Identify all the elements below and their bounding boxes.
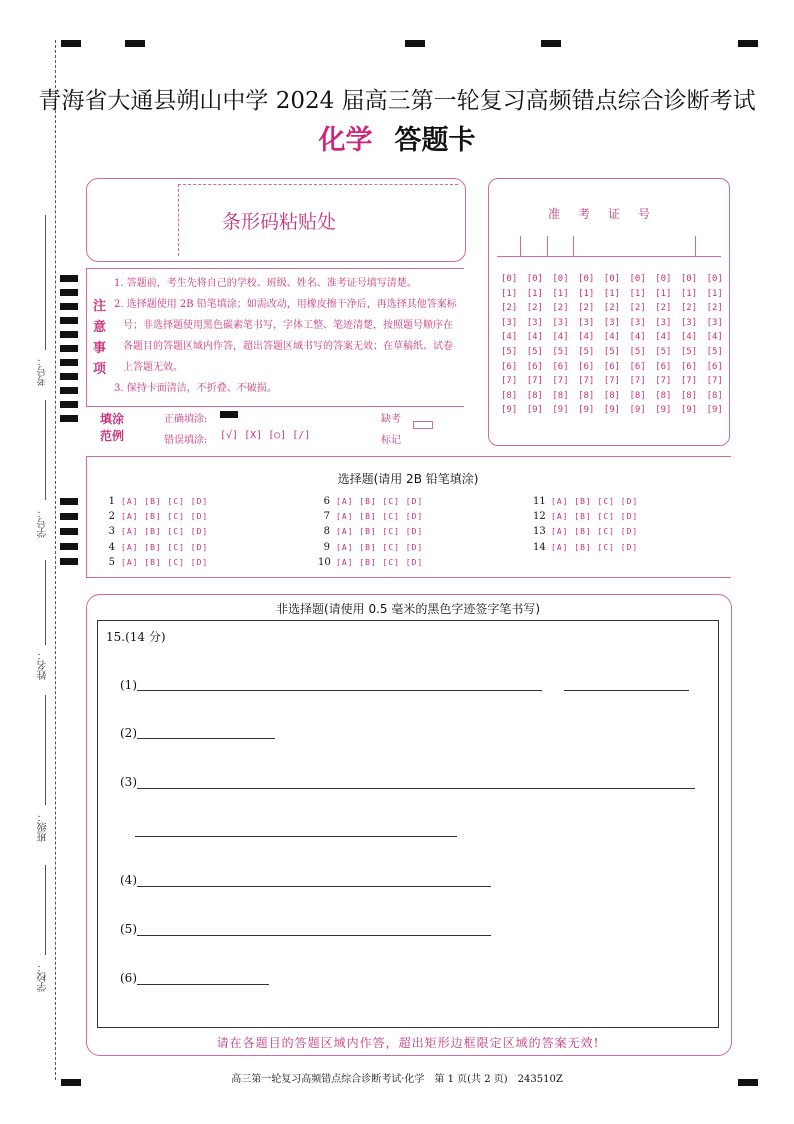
admission-digit-column [552, 272, 568, 418]
answer-line[interactable] [137, 788, 695, 789]
notice-heading-char: 注 [93, 299, 107, 314]
admission-digit-bubble[interactable]: [1] [629, 288, 646, 299]
answer-bubbles[interactable]: [A] [B] [C] [D] [121, 542, 209, 552]
admission-digit-bubble[interactable]: [3] [552, 317, 569, 328]
answer-bubbles[interactable]: [A] [B] [C] [D] [121, 527, 209, 537]
choice-question-row [318, 511, 423, 522]
choice-question-row [533, 496, 638, 507]
admission-digit-column [681, 272, 697, 418]
admission-digit-bubble[interactable]: [1] [578, 288, 595, 299]
subject-name: 化学 [318, 125, 373, 156]
timing-mark [60, 373, 78, 380]
timing-mark [60, 401, 78, 408]
blank-label-3: (3) [120, 775, 137, 789]
admission-digit-bubble[interactable]: [4] [603, 332, 621, 343]
choice-question-row [103, 542, 208, 553]
admission-digit-column [501, 272, 517, 418]
answer-line[interactable] [135, 836, 457, 837]
admission-digit-bubble[interactable]: [2] [501, 303, 518, 314]
admission-digit-bubble[interactable]: [1] [501, 288, 518, 299]
admission-digit-bubble[interactable]: [6] [501, 361, 518, 372]
footer-warning: 请在各题目的答题区域内作答，超出矩形边框限定区域的答案无效! [216, 1036, 600, 1050]
admission-digit-bubble[interactable]: [9] [629, 405, 646, 416]
timing-mark [60, 289, 78, 296]
answer-line[interactable] [137, 935, 491, 936]
admission-digit-bubble[interactable]: [7] [526, 376, 543, 387]
question-number: 9 [323, 541, 330, 553]
timing-mark [61, 40, 81, 47]
correct-fill-sample [220, 411, 238, 418]
admission-digit-bubble[interactable]: [2] [603, 303, 621, 314]
timing-mark [60, 387, 78, 394]
question-number: 6 [323, 496, 330, 507]
admission-digit-bubble[interactable]: [5] [603, 346, 621, 357]
answer-bubbles[interactable]: [A] [B] [C] [D] [121, 557, 209, 567]
answer-bubbles[interactable]: [A] [B] [C] [D] [336, 557, 424, 567]
admission-digit-bubble[interactable]: [2] [655, 303, 672, 314]
admission-digit-column [707, 272, 723, 418]
side-line [45, 695, 46, 805]
timing-mark [60, 275, 78, 282]
admission-digit-bubble[interactable]: [3] [578, 317, 595, 328]
admission-digit-bubble[interactable]: [5] [501, 346, 518, 357]
admission-digit-bubble[interactable]: [3] [501, 317, 518, 328]
answer-box[interactable] [97, 620, 719, 1028]
admission-digit-bubble[interactable]: [8] [552, 390, 569, 401]
notice-heading-char: 意 [93, 320, 107, 335]
admission-write-cells [497, 236, 721, 257]
admission-digit-bubble[interactable]: [2] [629, 303, 646, 314]
admission-digit-bubble[interactable]: [2] [552, 303, 569, 314]
timing-mark [60, 543, 78, 550]
choice-question-row [533, 526, 638, 537]
timing-mark [60, 528, 78, 535]
admission-digit-column [527, 272, 543, 418]
choice-question-row [103, 526, 208, 537]
side-label-student-number: 学号： [38, 508, 49, 538]
card-label: 答题卡 [394, 125, 476, 156]
page-footer: 高三第一轮复习高频错点综合诊断考试·化学 第 1 页(共 2 页) 243510Z [231, 1074, 563, 1085]
answer-bubbles[interactable]: [A] [B] [C] [D] [336, 497, 424, 506]
admission-digit-bubble[interactable]: [1] [655, 288, 672, 299]
admission-digit-bubble[interactable]: [2] [578, 303, 595, 314]
answer-bubbles[interactable]: [A] [B] [C] [D] [336, 527, 424, 537]
side-line [45, 560, 46, 645]
wrong-fill-samples [220, 430, 310, 441]
notice-item: 上答题无效。 [123, 362, 183, 373]
timing-mark [60, 415, 78, 422]
admission-digit-bubble[interactable]: [0] [501, 274, 518, 284]
choice-title: 选择题(请用 2B 铅笔填涂) [337, 472, 479, 486]
admission-digit-bubble[interactable]: [5] [655, 346, 672, 357]
answer-bubbles[interactable]: [A] [B] [C] [D] [121, 512, 209, 522]
answer-bubbles[interactable]: [A] [B] [C] [D] [551, 497, 639, 506]
question-number: 3 [108, 526, 115, 538]
admission-digit-bubble[interactable]: [3] [706, 317, 723, 328]
notice-heading [93, 296, 106, 380]
answer-bubbles[interactable]: [A] [B] [C] [D] [121, 497, 209, 506]
timing-mark [60, 331, 78, 338]
choice-question-row [318, 542, 423, 553]
admission-digit-bubble[interactable]: [8] [655, 390, 672, 401]
choice-question-row [318, 496, 423, 507]
notice-item: 1. 答题前，考生先将自己的学校、班级、姓名、准考证号填写清楚。 [114, 278, 417, 289]
answer-line[interactable] [137, 886, 491, 887]
wrong-fill-label: 错误填涂: [164, 435, 208, 446]
question-number: 10 [318, 556, 331, 568]
admission-digit-bubble[interactable]: [6] [552, 361, 569, 372]
notice-divider [86, 406, 464, 407]
admission-digit-bubble[interactable]: [4] [629, 332, 646, 343]
admission-digit-bubble[interactable]: [6] [655, 361, 672, 372]
admission-digit-bubble[interactable]: [8] [578, 390, 595, 401]
admission-digit-bubble[interactable]: [4] [552, 332, 569, 343]
admission-digit-bubble[interactable]: [9] [552, 405, 569, 416]
blank-label-5: (5) [120, 922, 137, 936]
barcode-label: 条形码粘贴处 [222, 211, 337, 233]
admission-digit-bubble[interactable]: [0] [526, 274, 543, 284]
timing-mark [125, 40, 145, 47]
admission-digit-bubble[interactable]: [9] [706, 405, 723, 416]
timing-mark [60, 345, 78, 352]
admission-digit-bubble[interactable]: [7] [578, 376, 595, 387]
admission-digit-bubble[interactable]: [0] [603, 274, 621, 284]
fill-example-heading-1: 填涂 [100, 412, 125, 426]
admission-digit-bubble[interactable]: [6] [629, 361, 646, 372]
admission-digit-bubble[interactable]: [1] [526, 288, 543, 299]
admission-digit-bubble[interactable]: [0] [552, 274, 569, 284]
admission-digit-bubble[interactable]: [7] [603, 376, 621, 387]
answer-bubbles[interactable]: [A] [B] [C] [D] [551, 512, 639, 522]
admission-digit-bubble[interactable]: [1] [552, 288, 569, 299]
absent-label-1: 缺考 [381, 414, 401, 425]
question-number: 2 [108, 511, 115, 523]
answer-bubbles[interactable]: [A] [B] [C] [D] [336, 542, 424, 552]
question-number: 14 [533, 541, 546, 553]
timing-mark [541, 40, 561, 47]
fill-example-heading-2: 范例 [100, 429, 125, 443]
fill-example-heading [100, 411, 124, 445]
admission-digit-bubble[interactable]: [4] [680, 332, 698, 343]
blank-label-4: (4) [120, 873, 137, 887]
absent-checkbox[interactable] [413, 421, 433, 429]
admission-digit-column [578, 272, 594, 418]
admission-digit-bubble[interactable]: [3] [680, 317, 698, 328]
admission-digit-bubble[interactable]: [0] [680, 274, 698, 284]
notice-divider [86, 268, 464, 269]
admission-digit-bubble[interactable]: [7] [629, 376, 646, 387]
answer-bubbles[interactable]: [A] [B] [C] [D] [551, 527, 639, 537]
admission-digit-bubble[interactable]: [4] [501, 332, 518, 343]
blank-label-2: (2) [120, 726, 137, 740]
admission-digit-bubble[interactable]: [7] [680, 376, 698, 387]
admission-digit-bubble[interactable]: [5] [526, 346, 543, 357]
admission-digit-bubble[interactable]: [7] [706, 376, 723, 387]
admission-digit-bubble[interactable]: [2] [526, 303, 543, 314]
admission-digit-bubble[interactable]: [3] [655, 317, 672, 328]
choice-question-row [103, 496, 208, 507]
admission-digit-bubble[interactable]: [0] [629, 274, 646, 284]
choice-question-row [103, 557, 208, 568]
admission-digit-bubble[interactable]: [4] [578, 332, 595, 343]
admission-digit-bubble[interactable]: [7] [552, 376, 569, 387]
admission-digit-bubble[interactable]: [7] [501, 376, 518, 387]
side-label-name: 姓名： [38, 650, 49, 680]
admission-digit-bubble[interactable]: [7] [655, 376, 672, 387]
answer-bubbles[interactable]: [A] [B] [C] [D] [336, 512, 424, 522]
admission-digit-bubble[interactable]: [9] [526, 405, 543, 416]
wrong-mark: [/] [292, 430, 311, 441]
timing-mark [60, 558, 78, 565]
admission-digit-bubble[interactable]: [5] [629, 346, 646, 357]
choice-question-row [318, 557, 423, 568]
admission-digit-bubble[interactable]: [6] [526, 361, 543, 372]
barcode-top-line [178, 184, 458, 185]
wrong-mark: [○] [268, 430, 287, 441]
notice-item: 3. 保持卡面清洁，不折叠、不破损。 [114, 383, 277, 394]
admission-digit-bubble[interactable]: [6] [680, 361, 698, 372]
admission-digit-bubble[interactable]: [8] [629, 390, 646, 401]
nonchoice-title: 非选择题(请使用 0.5 毫米的黑色字迹签字笔书写) [275, 602, 541, 616]
admission-digit-bubble[interactable]: [6] [706, 361, 723, 372]
notice-text [114, 273, 464, 399]
answer-line[interactable] [137, 984, 269, 985]
answer-line[interactable] [137, 738, 275, 739]
notice-item: 各题目的答题区域内作答，超出答题区域书写的答案无效；在草稿纸、试卷 [123, 341, 453, 352]
admission-digit-bubble[interactable]: [9] [578, 405, 595, 416]
side-label-class: 班级： [38, 812, 49, 842]
subject-title [0, 118, 794, 157]
question-number: 8 [323, 526, 330, 538]
binding-line [55, 40, 56, 1080]
admission-digit-bubble[interactable]: [9] [680, 405, 698, 416]
wrong-mark: [X] [244, 430, 263, 441]
admission-digit-bubble[interactable]: [3] [603, 317, 621, 328]
admission-digit-bubble[interactable]: [5] [680, 346, 698, 357]
admission-digit-bubble[interactable]: [4] [655, 332, 672, 343]
question-number: 1 [108, 496, 115, 507]
answer-bubbles[interactable]: [A] [B] [C] [D] [551, 542, 639, 552]
side-label-school: 学校： [38, 962, 49, 992]
notice-heading-char: 事 [93, 341, 107, 356]
side-label-exam-number: 考号： [38, 356, 49, 386]
admission-digit-bubble[interactable]: [8] [501, 390, 518, 401]
choice-question-row [533, 542, 638, 553]
admission-digit-bubble[interactable]: [6] [578, 361, 595, 372]
choice-question-row [318, 526, 423, 537]
barcode-divider [178, 184, 179, 256]
admission-digit-bubble[interactable]: [6] [603, 361, 621, 372]
admission-digit-bubble[interactable]: [4] [526, 332, 543, 343]
admission-digit-bubble[interactable]: [5] [552, 346, 569, 357]
admission-digit-bubble[interactable]: [3] [526, 317, 543, 328]
choice-question-row [533, 511, 638, 522]
admission-digit-bubble[interactable]: [8] [603, 390, 621, 401]
timing-mark [60, 513, 78, 520]
admission-digit-column [655, 272, 671, 418]
timing-mark [60, 359, 78, 366]
side-line [45, 400, 46, 500]
notice-heading-char: 项 [93, 362, 107, 377]
admission-digit-bubble[interactable]: [3] [629, 317, 646, 328]
admission-digit-column [604, 272, 620, 418]
answer-line[interactable] [564, 690, 689, 691]
admission-digit-bubble[interactable]: [5] [578, 346, 595, 357]
question-number: 12 [533, 511, 546, 523]
admission-digit-column [630, 272, 646, 418]
admission-number-title: 准考证号 [547, 207, 668, 221]
blank-label-6: (6) [120, 971, 137, 985]
admission-digit-bubble[interactable]: [9] [603, 405, 621, 416]
question-number: 11 [533, 496, 546, 507]
timing-mark [60, 317, 78, 324]
choice-question-row [103, 511, 208, 522]
admission-digit-bubble[interactable]: [9] [655, 405, 672, 416]
admission-digit-bubble[interactable]: [2] [680, 303, 698, 314]
admission-digit-bubble[interactable]: [0] [706, 274, 723, 284]
side-line [45, 215, 46, 350]
question-heading: 15.(14 分) [106, 630, 166, 644]
side-line [45, 865, 46, 955]
admission-digit-bubble[interactable]: [2] [706, 303, 723, 314]
admission-digit-bubble[interactable]: [4] [706, 332, 723, 343]
absent-label-2: 标记 [381, 435, 401, 446]
page-title: 青海省大通县朔山中学 2024 届高三第一轮复习高频错点综合诊断考试 [38, 88, 756, 114]
timing-mark [60, 303, 78, 310]
admission-digit-bubble[interactable]: [0] [578, 274, 595, 284]
admission-digit-bubble[interactable]: [5] [706, 346, 723, 357]
admission-digit-bubble[interactable]: [1] [706, 288, 723, 299]
timing-mark [405, 40, 425, 47]
blank-label-1: (1) [120, 678, 137, 692]
admission-digit-bubble[interactable]: [8] [526, 390, 543, 401]
admission-digit-bubble[interactable]: [1] [680, 288, 698, 299]
question-number: 5 [108, 556, 115, 568]
question-number: 7 [323, 511, 330, 523]
notice-item: 号；非选择题使用黑色碳素笔书写，字体工整、笔迹清楚，按照题号顺序在 [123, 320, 453, 331]
correct-fill-label: 正确填涂: [164, 414, 208, 425]
admission-digit-bubble[interactable]: [0] [655, 274, 672, 284]
question-number: 13 [533, 526, 546, 538]
admission-digit-bubble[interactable]: [8] [706, 390, 723, 401]
notice-item: 2. 选择题使用 2B 铅笔填涂；如需改动，用橡皮擦干净后，再选择其他答案标 [114, 299, 457, 310]
admission-digit-bubble[interactable]: [8] [680, 390, 698, 401]
timing-mark [60, 498, 78, 505]
admission-digit-bubble[interactable]: [9] [501, 405, 518, 416]
admission-digit-bubble[interactable]: [1] [603, 288, 621, 299]
question-number: 4 [108, 541, 115, 553]
answer-line[interactable] [137, 690, 542, 691]
timing-mark [738, 40, 758, 47]
wrong-mark: [√] [220, 430, 239, 441]
